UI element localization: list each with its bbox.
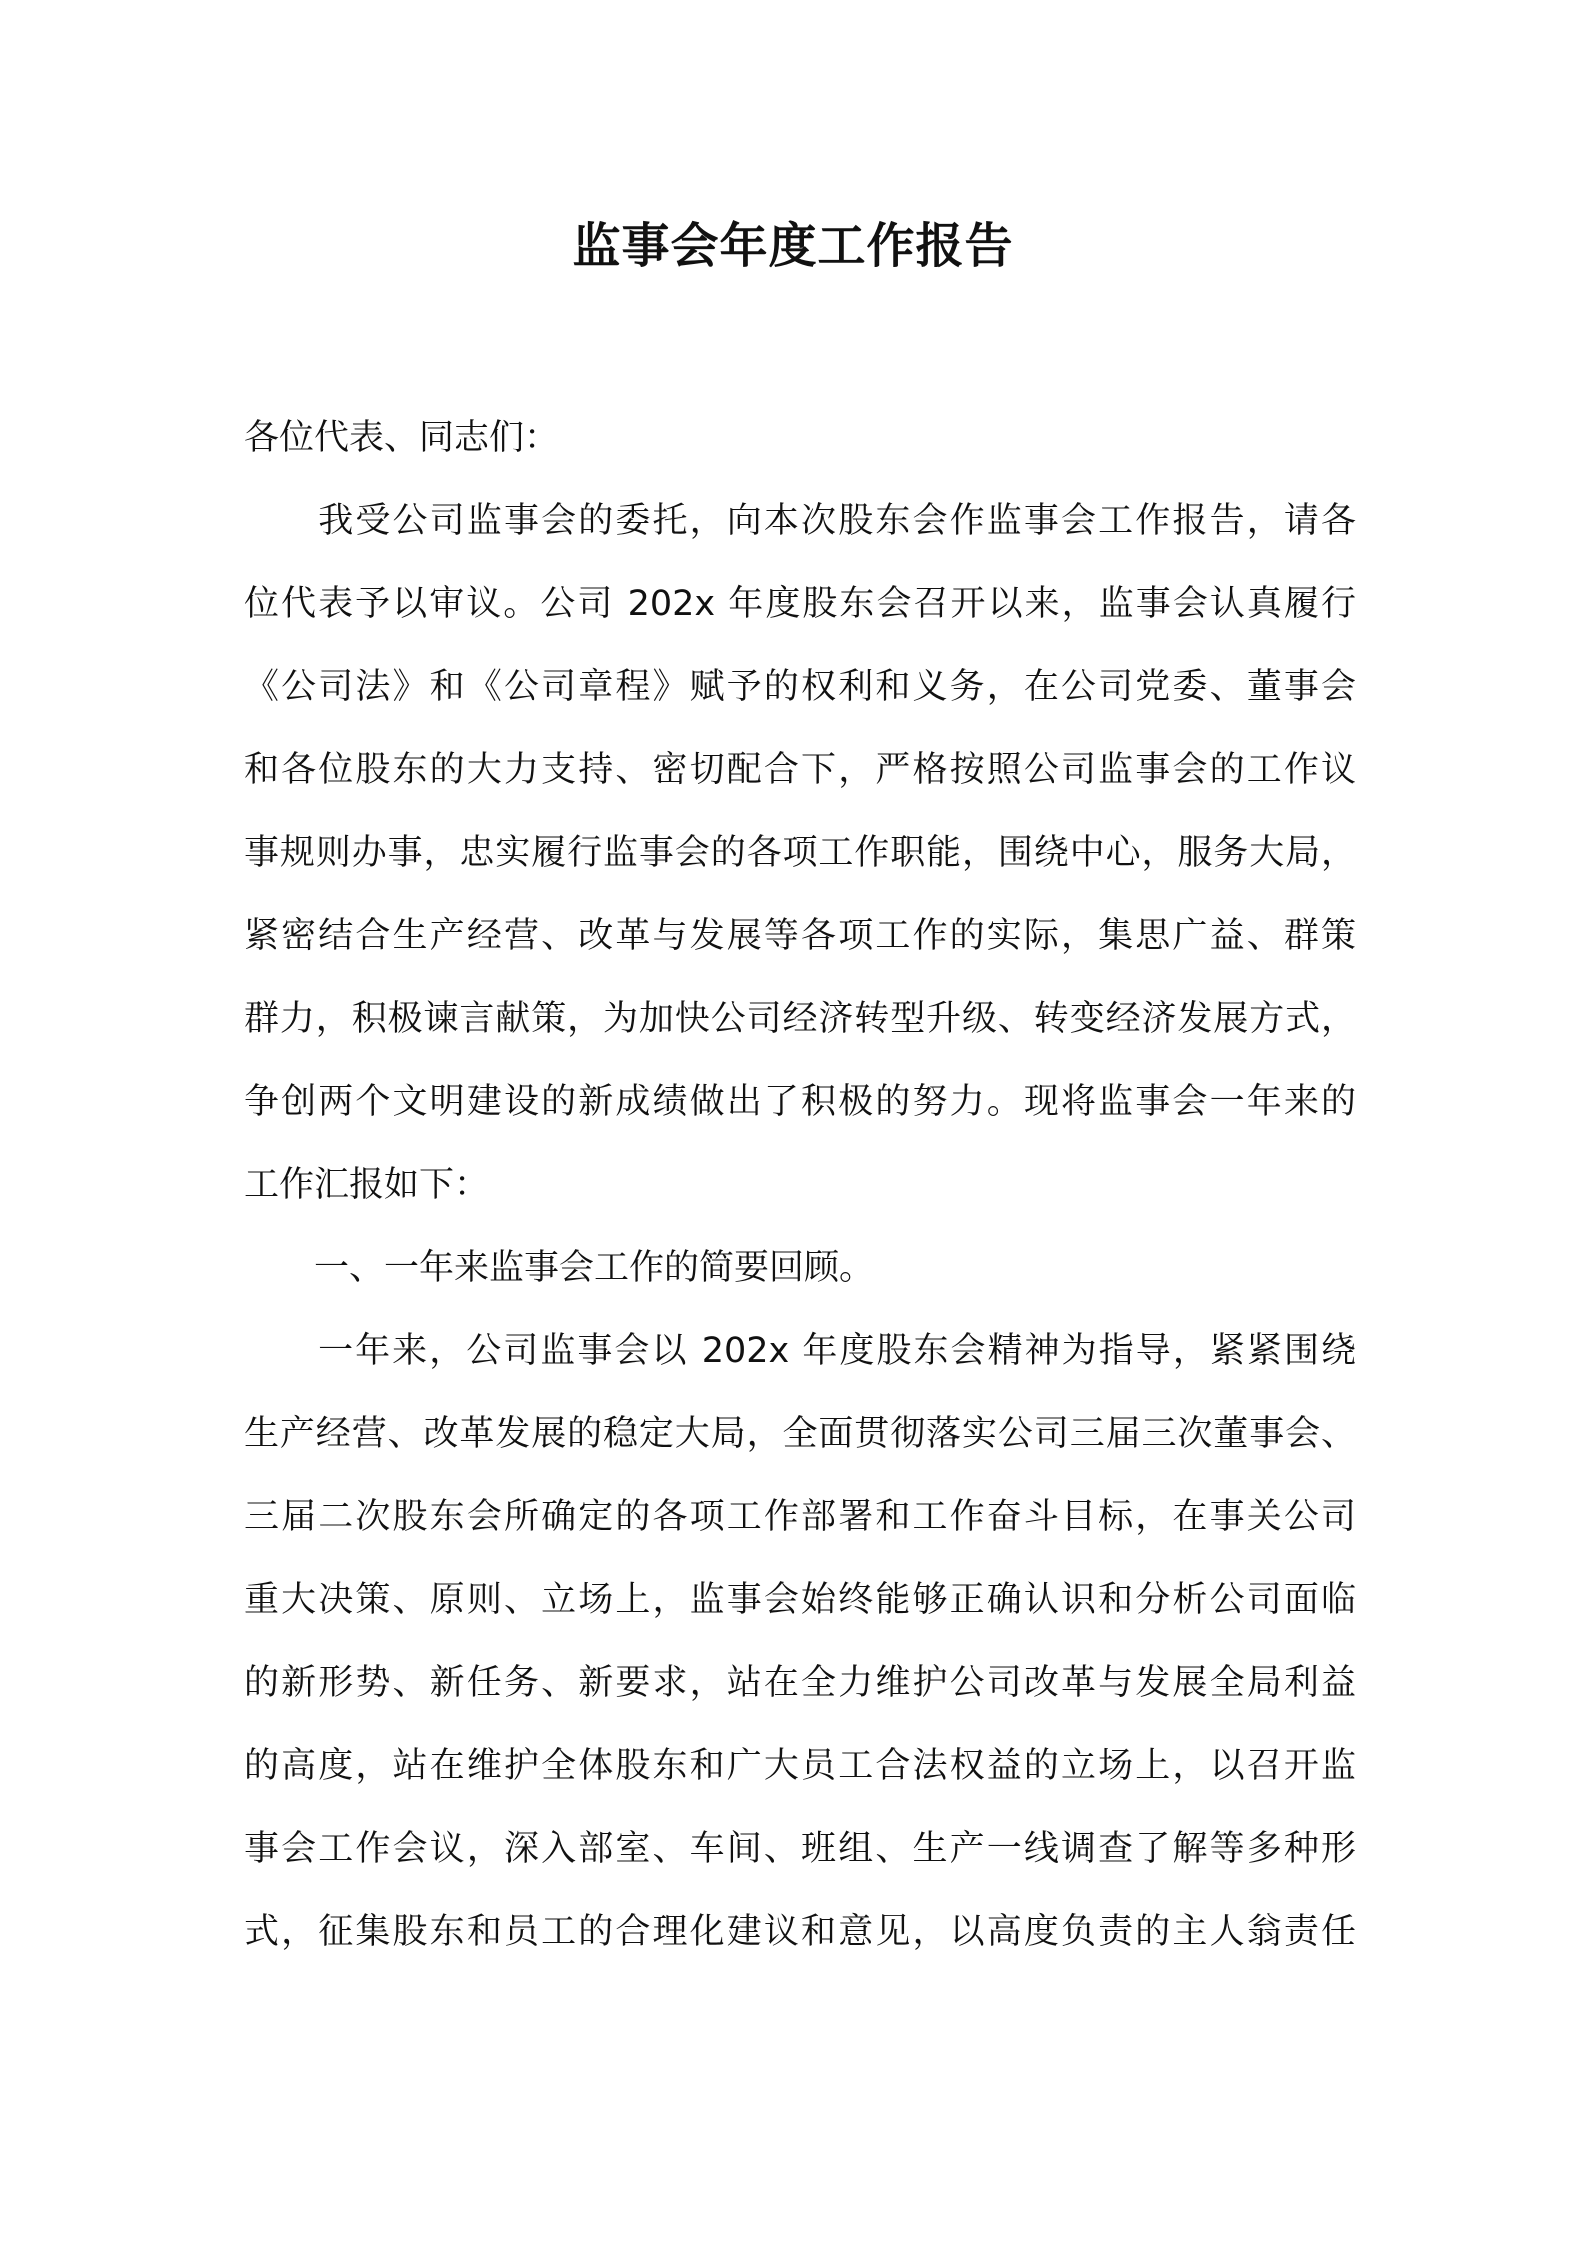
- paragraph-line: 的新形势、新任务、新要求，站在全力维护公司改革与发展全局利益: [244, 1663, 1356, 1703]
- paragraph-line: 和各位股东的大力支持、密切配合下，严格按照公司监事会的工作议: [244, 750, 1356, 790]
- paragraph-line: 重大决策、原则、立场上，监事会始终能够正确认识和分析公司面临: [244, 1580, 1356, 1620]
- document-title: 监事会年度工作报告: [572, 218, 1014, 274]
- paragraph-line: 一年来，公司监事会以 202x 年度股东会精神为指导，紧紧围绕: [244, 1331, 1356, 1371]
- paragraph-line: 的高度，站在维护全体股东和广大员工合法权益的立场上，以召开监: [244, 1746, 1356, 1786]
- paragraph-line: 三届二次股东会所确定的各项工作部署和工作奋斗目标，在事关公司: [244, 1497, 1356, 1537]
- section-heading-line: 一、一年来监事会工作的简要回顾。: [244, 1248, 875, 1288]
- paragraph-line: 事会工作会议，深入部室、车间、班组、生产一线调查了解等多种形: [244, 1829, 1356, 1869]
- paragraph-line: 紧密结合生产经营、改革与发展等各项工作的实际，集思广益、群策: [244, 916, 1356, 956]
- paragraph-line: 争创两个文明建设的新成绩做出了积极的努力。现将监事会一年来的: [244, 1082, 1356, 1122]
- paragraph-line: 位代表予以审议。公司 202x 年度股东会召开以来，监事会认真履行: [244, 584, 1356, 624]
- paragraph-line: 我受公司监事会的委托，向本次股东会作监事会工作报告，请各: [244, 501, 1356, 541]
- paragraph-line: 群力，积极谏言献策，为加快公司经济转型升级、转变经济发展方式，: [244, 999, 1356, 1039]
- paragraph-line: 事规则办事，忠实履行监事会的各项工作职能，围绕中心，服务大局，: [244, 833, 1356, 873]
- salutation-line: 各位代表、同志们：: [244, 418, 560, 458]
- paragraph-line: 工作汇报如下：: [244, 1165, 490, 1205]
- paragraph-line: 《公司法》和《公司章程》赋予的权利和义务，在公司党委、董事会: [244, 667, 1356, 707]
- paragraph-line: 生产经营、改革发展的稳定大局，全面贯彻落实公司三届三次董事会、: [244, 1414, 1356, 1454]
- paragraph-line: 式，征集股东和员工的合理化建议和意见，以高度负责的主人翁责任: [244, 1912, 1356, 1952]
